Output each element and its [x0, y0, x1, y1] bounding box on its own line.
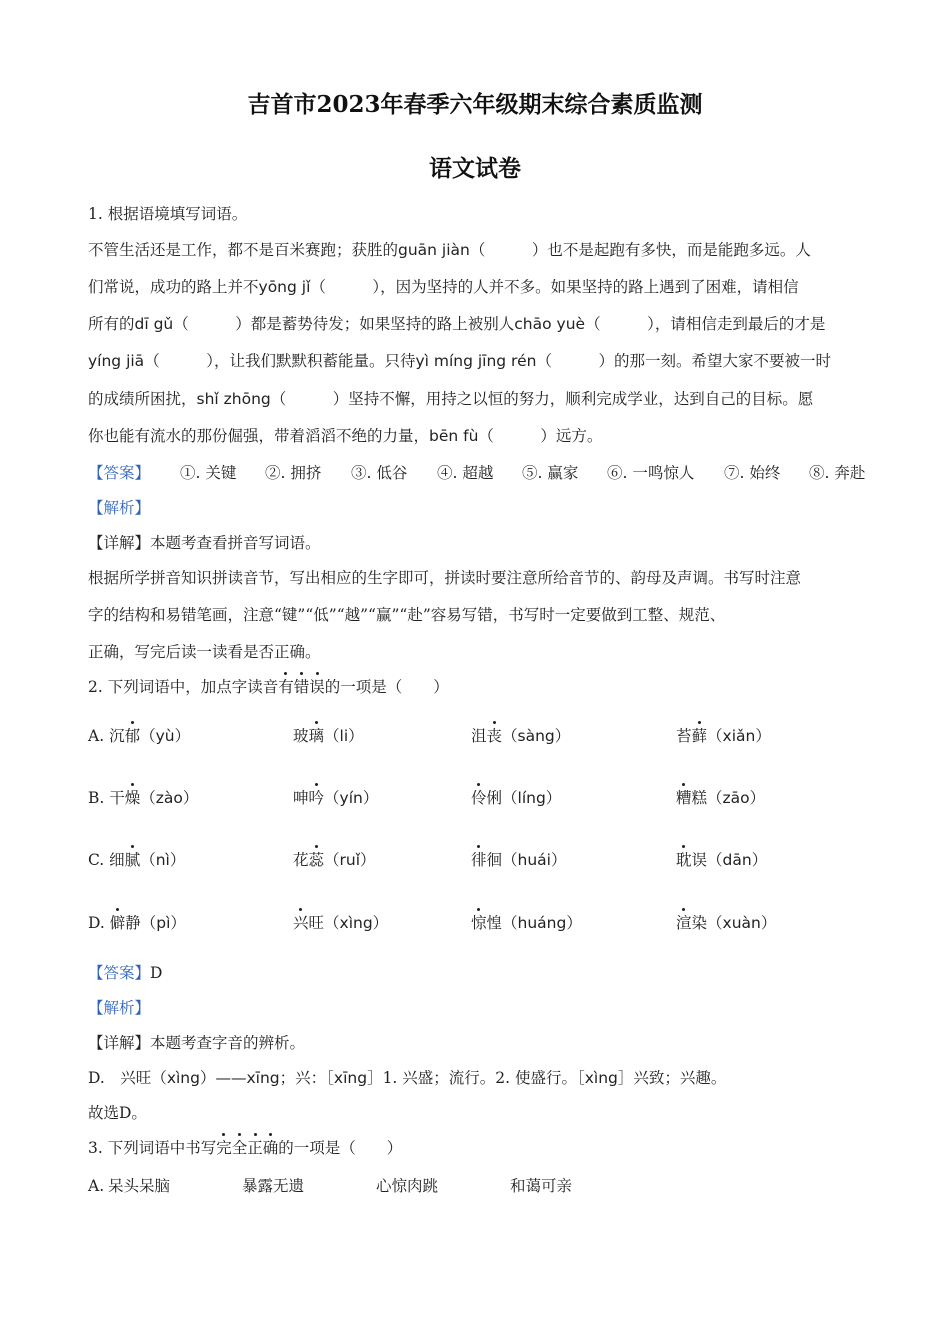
q2-option-item: 惊惶（huáng）	[471, 914, 582, 932]
pinyin: （huáng）	[502, 914, 582, 932]
dotted-char: 蕊	[308, 851, 325, 869]
q1-passage-line-5	[88, 389, 864, 409]
q2-option-item: 花蕊（ruǐ）	[293, 851, 376, 869]
q2-option-item: 呻吟（yín）	[293, 789, 379, 807]
option-label: A.	[88, 1177, 105, 1195]
pinyin: （zào）	[140, 789, 199, 807]
pinyin-prompt: guān jiàn	[398, 241, 470, 259]
q2-option-item: C. 细腻（nì）	[88, 851, 186, 869]
option-word: 心惊肉跳	[376, 1177, 439, 1195]
pinyin: （zāo）	[707, 789, 766, 807]
pinyin: （pì）	[140, 914, 186, 932]
option-label: D.	[88, 914, 110, 932]
dotted-char: 惊	[471, 914, 487, 932]
q1-passage-line-6: 你也能有流水的那份倔强，带着滔滔不绝的力量，bēn fù（ ）远方。	[88, 427, 603, 445]
q1-explanation-1: 根据所学拼音知识拼读音节，写出相应的生字即可，拼读时要注意所给音节的、韵母及声调。书写时注意	[88, 569, 802, 587]
emphasis-dotted: 有错误	[278, 678, 325, 696]
q2-option-item: 耽误（dān）	[676, 851, 768, 869]
pinyin: （líng）	[502, 789, 562, 807]
answer-item: ②. 拥挤	[265, 464, 322, 482]
dotted-char: 渲	[676, 914, 692, 932]
pinyin-prompt: yíng jiā	[88, 352, 145, 370]
pinyin-prompt: yōng jǐ	[258, 278, 311, 296]
q1-text: yíng jiā（ ），让我们默默积蓄能量。只待yì míng jīng rén（ ）的那一刻。希望大家不要被一时	[88, 352, 831, 370]
exam-subtitle: 语文试卷	[429, 155, 521, 182]
dotted-char: 腻	[124, 851, 141, 869]
analysis-tag: 【解析】	[88, 499, 151, 517]
option-label: A.	[88, 727, 110, 745]
answer-item: ③. 低谷	[351, 464, 408, 482]
q2-explanation-1: D. 兴旺（xìng）——xīng；兴：［xīng］1. 兴盛；流行。2. 使盛行。［xìng］兴致；兴趣。	[88, 1069, 727, 1087]
q2-option-item: 糟糕（zāo）	[676, 789, 766, 807]
dotted-char: 郁	[124, 727, 141, 745]
q1-text: 不管生活还是工作，都不是百米赛跑；获胜的guān jiàn（ ）也不是起跑有多快，而是能跑多远。人	[88, 241, 811, 259]
answer-tag: 【答案】	[88, 464, 151, 482]
q1-text: 们常说，成功的路上并不yōng jǐ（ ），因为坚持的人并不多。如果坚持的路上遇到了困难，请相信	[88, 278, 799, 296]
pinyin: （ruǐ）	[324, 851, 376, 869]
pinyin-prompt: bēn fù	[429, 427, 479, 445]
dotted-char: 吟	[308, 789, 325, 807]
dotted-char: 丧	[486, 727, 503, 745]
q2-option-item: 伶俐（líng）	[471, 789, 562, 807]
q1-detail: 【详解】本题考查看拼音写词语。	[88, 534, 321, 552]
q2-option-item: D. 僻静（pì）	[88, 914, 186, 932]
option-word: 呆头呆脑	[108, 1177, 171, 1195]
q1-text: 的成绩所困扰，shǐ zhōng（ ）坚持不懈，用持之以恒的努力，顺利完成学业，达到自己的目标。愿	[88, 390, 814, 408]
emphasis-dotted: 完全正确	[216, 1139, 279, 1157]
option-label: B.	[88, 789, 110, 807]
q1-stem: 1. 根据语境填写词语。	[88, 205, 248, 223]
dotted-char: 藓	[691, 727, 708, 745]
pinyin: （sàng）	[502, 727, 571, 745]
option-word: 和蔼可亲	[510, 1177, 573, 1195]
exam-title: 吉首市2023年春季六年级期末综合素质监测	[247, 91, 703, 118]
q2-answer: 【答案】D	[88, 964, 163, 982]
q2-option-item: 沮丧（sàng）	[471, 727, 571, 745]
dotted-char: 璃	[308, 727, 325, 745]
dotted-char: 徘	[471, 851, 487, 869]
q1-passage-line-3	[88, 314, 864, 334]
q1-explanation-2: 字的结构和易错笔画，注意“键”“低”“越”“赢”“赴”容易写错，书写时一定要做到工整、规范、	[88, 606, 726, 624]
q2-option-item: B. 干燥（zào）	[88, 789, 199, 807]
dotted-char: 兴	[293, 914, 309, 932]
q3-stem: 3. 下列词语中书写完全正确的一项是（ ）	[88, 1139, 403, 1157]
q2-option-item: 兴旺（xìng）	[293, 914, 389, 932]
analysis-tag: 【解析】	[88, 999, 151, 1017]
pinyin-prompt: yì míng jīng rén	[415, 352, 537, 370]
option-label: C.	[88, 851, 110, 869]
q2-explanation-2: 故选D。	[88, 1104, 147, 1122]
q1-passage-line-4	[88, 351, 864, 371]
dotted-char: 燥	[124, 789, 141, 807]
pinyin-prompt: shǐ zhōng	[196, 390, 271, 408]
q2-detail: 【详解】本题考查字音的辨析。	[88, 1034, 306, 1052]
answer-item: ④. 超越	[437, 464, 494, 482]
pinyin: （nì）	[140, 851, 186, 869]
pinyin: （dān）	[707, 851, 768, 869]
pinyin: （li）	[324, 727, 364, 745]
q2-option-item: 渲染（xuàn）	[676, 914, 777, 932]
q1-explanation-3: 正确，写完后读一读看是否正确。	[88, 643, 321, 661]
q2-option-item: 苔藓（xiǎn）	[676, 727, 771, 745]
pinyin: （yù）	[140, 727, 191, 745]
pinyin: （yín）	[324, 789, 379, 807]
pinyin-prompt: dī gǔ	[134, 315, 174, 333]
pinyin: （xiǎn）	[707, 727, 771, 745]
option-word: 暴露无遗	[242, 1177, 305, 1195]
q2-stem: 2. 下列词语中，加点字读音有错误的一项是（ ）	[88, 678, 449, 696]
answer-item: ⑤. 赢家	[522, 464, 579, 482]
pinyin: （huái）	[502, 851, 567, 869]
q1-answer-row	[88, 463, 868, 483]
dotted-char: 僻	[109, 914, 126, 932]
q3-option-a	[88, 1176, 688, 1196]
dotted-char: 耽	[676, 851, 692, 869]
answer-item: ⑥. 一鸣惊人	[607, 464, 695, 482]
q2-option-item: 徘徊（huái）	[471, 851, 567, 869]
q2-option-item: A. 沉郁（yù）	[88, 727, 191, 745]
answer-item: ⑧. 奔赴	[809, 464, 866, 482]
q2-option-item: 玻璃（li）	[293, 727, 364, 745]
pinyin: （xuàn）	[707, 914, 777, 932]
answer-item: ⑦. 始终	[724, 464, 781, 482]
q1-passage-line-1	[88, 240, 864, 260]
dotted-char: 伶	[471, 789, 487, 807]
q1-passage-line-2	[88, 277, 864, 297]
dotted-char: 糟	[676, 789, 692, 807]
pinyin-prompt: chāo yuè	[514, 315, 586, 333]
q1-text: 所有的dī gǔ（ ）都是蓄势待发；如果坚持的路上被别人chāo yuè（ ），请相信走到最后的才是	[88, 315, 826, 333]
pinyin: （xìng）	[324, 914, 389, 932]
answer-item: ①. 关键	[180, 464, 237, 482]
